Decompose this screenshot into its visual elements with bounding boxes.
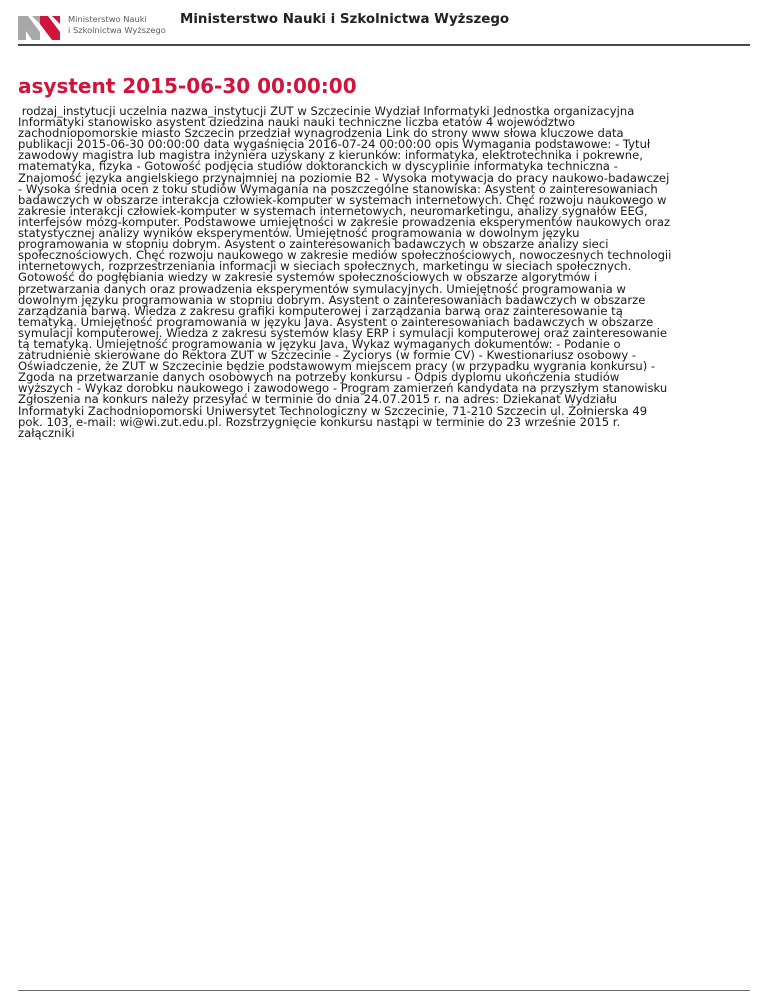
logo-text-line2: i Szkolnictwa Wyższego [68, 25, 166, 35]
job-description: rodzaj_instytucji uczelnia nazwa_instytucji ZUT w Szczecinie Wydział Informatyki Jednostka organizacyjna Informatyki stanowisko asystent dziedzina nauki nauki techniczne liczba etatów 4 województwo zachodniopomorskie miasto Szczecin przedział wynagrodzenia Link do strony www słowa kluczowe data publikacji 2015-06-30 00:00:00 data wygaśnięcia 2016-07-24 00:00:00 opis Wymagania podstawowe: - Tytuł zawodowy magistra lub magistra inżyniera uzyskany z kierunków: informatyka, elektrotechnika i pokrewne, matematyka, fizyka - Gotowość podjęcia studiów doktoranckich w dyscyplinie informatyka techniczna - Znajomość języka angielskiego przynajmniej na poziomie B2 - Wysoka motywacja do pracy naukowo-badawczej - Wysoka średnia ocen z toku studiów Wymagania na poszczególne stanowiska: Asystent o zainteresowaniach badawczych w obszarze interakcja człowiek-komputer w systemach internetowych. Chęć rozwoju naukowego w zakresie interakcji człowiek-komputer w systemach internetowych, neuromarketingu, analizy sygnałów EEG, interfejsów mózg-komputer. Podstawowe umiejętności w zakresie prowadzenia eksperymentów naukowych oraz statystycznej analizy wyników eksperymentów. Umiejętność programowania w dowolnym języku programowania w stopniu dobrym. Asystent o zainteresowanich badawczych w obszarze analizy sieci społecznościowych. Chęć rozwoju naukowego w zakresie mediów społecznościowych, nowoczesnych technologii internetowych, rozprzestrzeniania informacji w sieciach społecznych, marketingu w sieciach społecznych. Gotowość do pogłębiania wiedzy w zakresie systemów społecznościowych w obszarze algorytmów i przetwarzania danych oraz prowadzenia eksperymentów symulacyjnych. Umiejętność programowania w dowolnym języku programowania w stopniu dobrym. Asystent o zainteresowaniach badawczych w obszarze zarządzania barwą. Wiedza z zakresu grafiki komputerowej i zarządzania barwą oraz zainteresowanie tą tematyką. Umiejętność programowania w języku Java. Asystent o zainteresowaniach badawczych w obszarze symulacji komputerowej. Wiedza z zakresu systemów klasy ERP i symulacji komputerowej oraz zainteresowanie tą tematyką. Umiejętność programowania w języku Java. Wykaz wymaganych dokumentów: - Podanie o zatrudnienie skierowane do Rektora ZUT w Szczecinie - Życiorys (w formie CV) - Kwestionariusz osobowy - Oświadczenie, że ZUT w Szczecinie będzie podstawowym miejscem pracy (w przypadku wygrania konkursu) - Zgoda na przetwarzanie danych osobowych na potrzeby konkursu - Odpis dyplomu ukończenia studiów wyższych - Wykaz dorobku naukowego i zawodowego - Program zamierzeń kandydata na przyszłym stanowisku Zgłoszenia na konkurs należy przesyłać w terminie do dnia 24.07.2015 r. na adres: Dziekanat Wydziału Informatyki Zachodniopomorski Uniwersytet Technologiczny w Szczecinie, 71-210 Szczecin ul. Żołnierska 49 pok. 103, e-mail: wi@wi.zut.edu.pl. Rozstrzygnięcie konkursu nastąpi w terminie do 23 wrześnie 2015 r. załączniki [18, 104, 672, 440]
ministry-logo [18, 14, 168, 40]
ministry-logo-mark-icon [18, 14, 60, 40]
footer-divider [18, 990, 750, 991]
logo-text-line1: Ministerstwo Nauki [68, 14, 147, 24]
header-title: Ministerstwo Nauki i Szkolnictwa Wyższego [180, 12, 510, 27]
page-header [18, 10, 750, 46]
page-title: asystent 2015-06-30 00:00:00 [18, 74, 357, 98]
logo-text [68, 14, 168, 36]
